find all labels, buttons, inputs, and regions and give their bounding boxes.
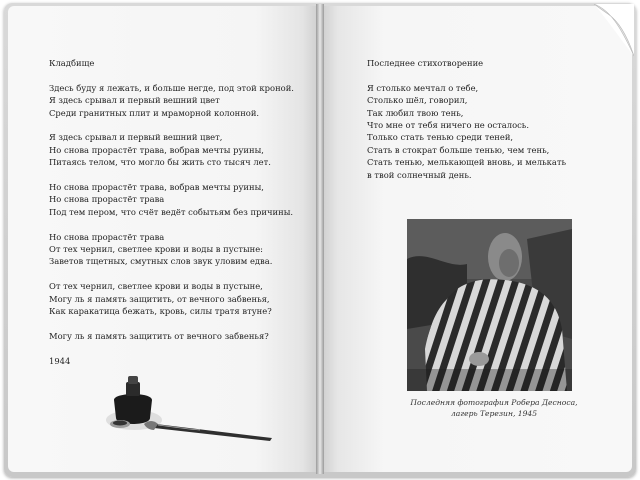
stanza (49, 82, 294, 119)
poem-line: Что мне от тебя ничего не осталось. (367, 120, 530, 131)
book-spine (316, 4, 324, 474)
portrait-photo (407, 219, 572, 391)
poem-line: Я здесь срывал и первый вешний цвет (49, 95, 220, 106)
poem-line: От тех чернил, светлее крови и воды в пустыне: (49, 244, 264, 255)
right-poem-title: Последнее стихотворение (367, 58, 484, 68)
poem-line: Так любил твою тень, (367, 107, 464, 118)
poem-line: Здесь буду я лежать, и больше негде, под этой кроной. (49, 82, 294, 93)
caption-line-2: лагерь Терезин, 1945 (450, 409, 538, 418)
stanza (49, 280, 294, 317)
poem-line: Стать тенью, мелькающей вновь, и мелькать (367, 157, 567, 168)
poem-line: Только стать тенью среди теней, (367, 132, 514, 143)
poem-line: Я столько мечтал о тебе, (367, 82, 479, 93)
poem-line: От тех чернил, светлее крови и воды в пустыне, (49, 281, 263, 292)
poem-line: Но снова прорастёт трава (49, 231, 165, 242)
poem-line: Стать в стократ больше тенью, чем тень, (367, 144, 550, 155)
stanza (49, 231, 294, 268)
poem-line: Но снова прорастёт трава (49, 194, 165, 205)
left-poem-stanzas (49, 82, 294, 342)
caption-line-1: Последняя фотография Робера Десноса, (410, 398, 578, 407)
poem-year: 1944 (49, 355, 71, 366)
left-poem-title: Кладбище (49, 58, 95, 68)
quill-pen-icon (144, 421, 272, 441)
stanza (49, 330, 294, 342)
left-poem (49, 57, 294, 367)
poem-line: Но снова прорастёт трава, вобрав мечты руины, (49, 182, 264, 193)
poem-line: Могу ль я память защитить от вечного забвенья? (49, 330, 269, 341)
photo-caption (409, 397, 579, 419)
poem-line: Столько шёл, говорил, (367, 95, 468, 106)
poem-line: Заветов тщетных, смутных слов звук уловим едва. (49, 256, 273, 267)
poem-line: Под тем пером, что счёт ведёт событьям без причины. (49, 206, 294, 217)
stanza (367, 82, 566, 181)
page-curl-icon[interactable] (590, 4, 634, 60)
poem-line: Могу ль я память защитить, от вечного забвенья, (49, 293, 270, 304)
right-poem-stanzas (367, 82, 566, 181)
poem-line: в твой солнечный день. (367, 169, 472, 180)
poem-line: Я здесь срывал и первый вешний цвет, (49, 132, 223, 143)
stanza (49, 181, 294, 218)
poem-line: Но снова прорастёт трава, вобрав мечты руины, (49, 144, 264, 155)
poem-line: Среди гранитных плит и мраморной колонной. (49, 107, 260, 118)
poem-line: Питаясь телом, что могло бы жить сто тысяч лет. (49, 157, 271, 168)
poem-line: Как каракатица бежать, кровь, силы тратя втуне? (49, 306, 272, 317)
stanza (49, 131, 294, 168)
right-poem (367, 57, 566, 193)
inkwell-quill-illustration (104, 372, 284, 447)
